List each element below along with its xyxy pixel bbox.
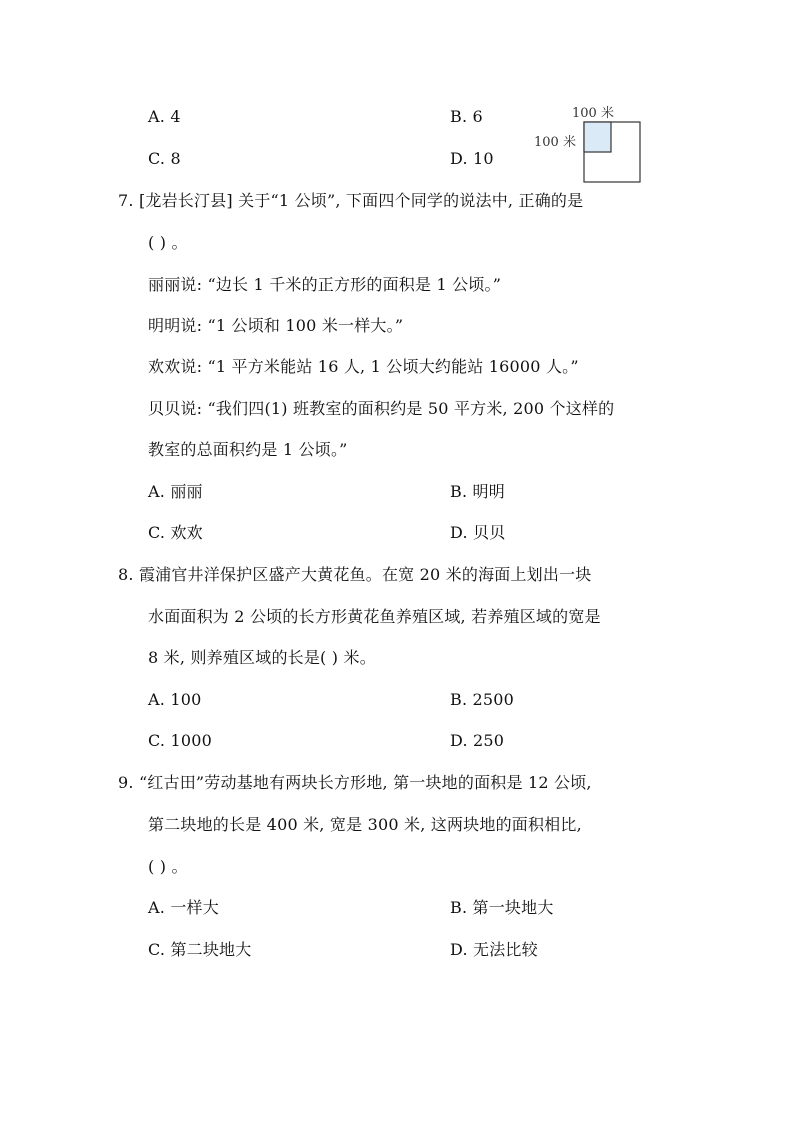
q7-stem-line1: 7. [龙岩长汀县] 关于“1 公顷”, 下面四个同学的说法中, 正确的是 — [118, 191, 584, 210]
q9-stem-line2: 第二块地的长是 400 米, 宽是 300 米, 这两块地的面积相比, — [148, 815, 582, 834]
q6-small-square — [584, 122, 611, 152]
q7-statement-lili: 丽丽说: “边长 1 千米的正方形的面积是 1 公顷。” — [148, 275, 502, 294]
q9-option-d: D. 无法比较 — [450, 940, 538, 959]
q9-option-c: C. 第二块地大 — [148, 940, 252, 959]
q7-answer-blank: ( ) 。 — [148, 233, 188, 252]
q6-option-b: B. 6 — [450, 107, 483, 126]
q7-option-c: C. 欢欢 — [148, 523, 203, 542]
q7-statement-beibei-line2: 教室的总面积约是 1 公顷。” — [148, 440, 348, 459]
q6-option-c: C. 8 — [148, 149, 181, 168]
q9-answer-blank: ( ) 。 — [148, 857, 188, 876]
q9-option-b: B. 第一块地大 — [450, 898, 554, 917]
q7-option-b: B. 明明 — [450, 482, 505, 501]
q8-option-d: D. 250 — [450, 731, 505, 750]
q7-statement-huanhuan: 欢欢说: “1 平方米能站 16 人, 1 公顷大约能站 16000 人。” — [148, 357, 579, 376]
q8-option-a: A. 100 — [148, 690, 202, 709]
q6-option-a: A. 4 — [148, 107, 181, 126]
q6-square-figure — [530, 100, 645, 185]
q6-figure-drawing — [530, 100, 645, 185]
q8-option-c: C. 1000 — [148, 731, 212, 750]
q6-option-d: D. 10 — [450, 149, 494, 168]
q6-figure-top-label: 100 米 — [572, 106, 614, 121]
q8-option-b: B. 2500 — [450, 690, 515, 709]
q9-stem-line1: 9. “红古田”劳动基地有两块长方形地, 第一块地的面积是 12 公顷, — [118, 773, 592, 792]
q8-stem-line2: 水面面积为 2 公顷的长方形黄花鱼养殖区域, 若养殖区域的宽是 — [148, 607, 601, 626]
q7-option-d: D. 贝贝 — [450, 523, 506, 542]
q6-figure-left-label: 100 米 — [534, 135, 576, 150]
q7-option-a: A. 丽丽 — [148, 482, 203, 501]
q9-option-a: A. 一样大 — [148, 898, 219, 917]
q8-stem-line3: 8 米, 则养殖区域的长是( ) 米。 — [148, 648, 376, 667]
q7-statement-mingming: 明明说: “1 公顷和 100 米一样大。” — [148, 316, 404, 335]
q7-statement-beibei-line1: 贝贝说: “我们四(1) 班教室的面积约是 50 平方米, 200 个这样的 — [148, 399, 615, 418]
q8-stem-line1: 8. 霞浦官井洋保护区盛产大黄花鱼。在宽 20 米的海面上划出一块 — [118, 565, 592, 584]
